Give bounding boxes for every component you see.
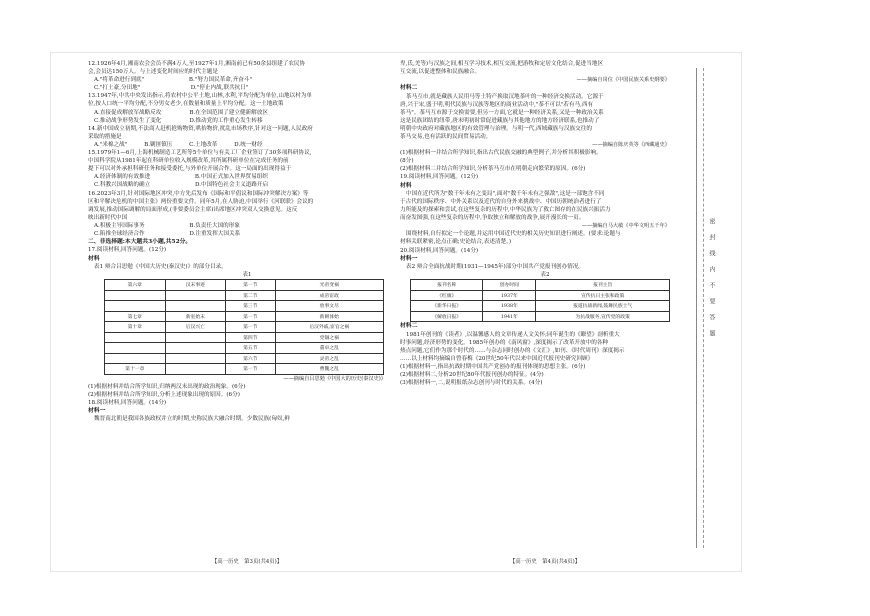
catalog-table	[104, 279, 384, 375]
table-cell	[165, 332, 226, 343]
text-line: 15.1979年1—6月,上海机械制造工艺所等5个单位与有关工厂企业签订了30多项科研协议,	[88, 150, 312, 157]
question-17: 17.阅读材料,回答问题。(12分)	[88, 247, 167, 254]
table-cell: 汉末事迹	[165, 280, 226, 291]
table-row	[105, 353, 384, 364]
table-header-cell: 报刊名称	[411, 280, 483, 291]
table-cell	[165, 353, 226, 364]
table-cell: 新室始末	[165, 311, 226, 322]
seal-line-strip	[696, 68, 737, 548]
left-page	[88, 60, 406, 565]
table-cell: 《红旗》	[411, 290, 483, 301]
table-row	[105, 280, 384, 291]
table-row	[105, 322, 384, 333]
table-header-cell: 创办时间	[483, 280, 536, 291]
option-line: A.经济体制的有效推进 B.中国正式加入世界贸易组织	[94, 174, 268, 181]
material-text: 茶马互市,就是藏族人民用马等土特产换取汉地茶叶的一种经济交换活动。它源于	[406, 93, 604, 100]
option-line: C.陷推全球经济合作 D.注重发挥大国关系	[94, 230, 241, 237]
task-line: 材料关联紧密,论点正确;史论结合,表述清楚。)	[400, 239, 512, 246]
table-row	[105, 311, 384, 322]
material-text: 这是民族团结的纽带,唐末明初时常促进藏族与其他地方的地方经济联系,也推动了	[400, 117, 600, 124]
material-text: ……以上材料均摘编自曾春梅《20世纪50年代以来中国近代报刊史研究回顾》	[400, 355, 594, 362]
table-cell: 第五节	[226, 343, 275, 354]
table-cell: 后汉兴亡	[165, 322, 226, 333]
table-cell: 1938年	[483, 301, 536, 312]
text-line: 调发展,推动国际调解的局面形成,(非要委员会主席)出席地区冲突双人交换意见。这反	[88, 206, 298, 213]
table-cell: 第六节	[226, 353, 275, 364]
source-citation: ——摘编自陈庆英等《西藏通史》	[592, 142, 670, 149]
page-footer	[400, 554, 690, 565]
table-cell: 第一节	[226, 311, 275, 322]
table-row	[411, 301, 670, 312]
table-cell: 1941年	[483, 311, 536, 322]
material-text: 明朝中央政府对藏族地区的有效管理与治理。与明一代,西域藏族与汉族交往的	[400, 125, 592, 132]
table-row	[105, 290, 384, 301]
table-cell: 灵帝之乱	[275, 353, 383, 364]
material-text: 茶马"。茶马互市源于交换需要,但另一方面,它就是一种经济关系,又是一种政治关系	[400, 109, 604, 116]
table-cell	[165, 364, 226, 375]
table-header-cell: 报刊主旨	[536, 280, 670, 291]
table-cell	[165, 343, 226, 354]
option-line: A.积极主导国际事务 B.负责任大国的形象	[94, 222, 240, 229]
left-questions	[88, 60, 406, 238]
table-cell	[165, 301, 226, 312]
text-line: 映出新时代中国	[88, 214, 128, 221]
table-cell: 曹魏之乱	[275, 364, 383, 375]
table-cell: 《新华日报》	[411, 301, 483, 312]
footer-text: 【高一历史 第3页(共4页)】	[211, 559, 283, 565]
text-line: 卑,氐,羌等)与汉族之间,相互学习技术,相互交流,把游牧和定居文化结合,促进当地区	[400, 61, 604, 67]
table-cell: 第二节	[226, 290, 275, 301]
option-line: A.直接促成解放军战略反攻 B.在全国范围了建立健新解放区	[94, 109, 268, 116]
material-label: 材料一	[400, 255, 418, 262]
right-page	[400, 60, 690, 565]
task-line: (8分)	[400, 158, 414, 165]
page-footer	[88, 554, 406, 565]
table-cell: 第六章	[105, 280, 166, 291]
table-row	[105, 301, 384, 312]
seal-notice: 密封线内不要答题	[708, 218, 715, 346]
table-cell: 第十章	[105, 322, 166, 333]
text-line: 12.1926年4月,湘南农会会员不满4万人,至1927年1月,湘南前已有50余县组建了农民协	[88, 61, 306, 67]
option-line: C.科教兴国战略的确立 D.中国特色社会主义道路开启	[94, 182, 269, 189]
table-cell: 宣传抗日主张和政策	[536, 290, 670, 301]
table-cell: 后汉外戚,宦官之祸	[275, 322, 383, 333]
table-cell	[165, 290, 226, 301]
source-citation: ——摘编自岗位《中国民族关系史纲要》	[576, 77, 670, 84]
material-text: 而奋发图强,在这些复杂的历程中,争取独立和解放的战争,展开漫长的一页。	[400, 215, 585, 222]
task-line: (1)根据材料并结合所学知识,归纳两汉末出现的政治现象。(6分)	[88, 383, 246, 390]
newspaper-table	[410, 279, 670, 322]
text-line: 互交流,以促进整体和民族融合。	[400, 69, 481, 76]
task-line: (1)根据材料一,指出抗战时期中国共产党创办的报刊体现的思想主张。(6分)	[400, 363, 586, 370]
table-cell: 第一节	[226, 322, 275, 333]
option-line: C.推动战争形势发生了变化 D.推动党的工作重心发生转移	[94, 117, 263, 124]
source-citation: ——摘编自吕思勉《中国大的历史(秦汉史)》	[283, 375, 386, 382]
material-text: 魏晋南北朝是我国各族政权并立的时期,史称民族大融合时期。少数民族(匈奴,鲜	[94, 416, 290, 423]
text-line: 区和平解决危机的中国主张》两份重要文件。同年5月,在人胁迫,中国举行《河联联》会议的	[88, 198, 314, 205]
text-line: 16.2023年3月,针对国际地区冲突,中方先后发布《国际和平倡议和国际冲突解决方案》等	[88, 190, 309, 197]
table-cell	[105, 301, 166, 312]
material-label: 材料二	[400, 85, 418, 92]
task-line: (2)根据材料二,分析20世纪80年代报刊创办的特征。(4分)	[400, 371, 544, 378]
table-cell	[105, 343, 166, 354]
table-cell: 光帝变祸	[275, 280, 383, 291]
question-18: 18.阅读材料,回答问题。(14分)	[88, 399, 167, 406]
option-line: A."将革命进行到底" B."努力国民革命,齐奋斗"	[94, 77, 253, 84]
section-heading: 二、非选择题:本大题共3小题,共52分。	[88, 239, 192, 246]
question-20: 20.阅读材料,回答问题。(14分)	[400, 247, 479, 254]
task-line: (2)根据材料并结合所学知识,分析上述现象出现的原因。(6分)	[88, 391, 240, 398]
text-line: 会,会员达150万人。与上述变化时间应的时代主题是	[88, 69, 218, 76]
material-text: 1981年创刊的《读者》,以温馨感人的文章传递人文关怀;同年诞生的《瞭望》剖析重大	[406, 331, 620, 338]
table-cell	[105, 353, 166, 364]
table-cell: 成帝宦政	[275, 290, 383, 301]
table-row	[105, 364, 384, 375]
table-cell: 董卓之乱	[275, 343, 383, 354]
material-text: 时事问题,经济形势的变化。1985年创办的《南风窗》,深度揭示了改革开放中的各种	[400, 339, 608, 346]
material-text: 于古代的国际秩序、中外关系以及近代的自身外来挑战中、中国历朝统治者进行了	[400, 199, 602, 206]
option-line: A."米棉之战" B.剿匪镇压 C.土地改革 D.统一财经	[94, 141, 263, 148]
table-row	[105, 343, 384, 354]
material-text: 热点问题,它们作为那个时代的……与杂志同时创办的《文汇》,如刊、《时代周刊》深度揭示	[400, 347, 625, 354]
table-cell: 第七章	[105, 311, 166, 322]
task-line: (1)根据材料一并结合所学知识,指出古代民族交融的典型例子,并分析其积极影响。	[400, 150, 602, 157]
task-line: (2)根据材料二并结合所学知识,分析茶马互市在明朝走向繁荣的原因。(6分)	[400, 166, 586, 173]
table-cell: 党锢之祸	[275, 332, 383, 343]
source-citation: ——摘编自马大敏《中华文明五千年》	[581, 223, 670, 230]
table-cell: 第一节	[226, 280, 275, 291]
material-text: 唐,兴于宋,盛于明,明代民族与汉族等地区的商业活动中,"茶不可以"若有马,西有	[400, 101, 594, 108]
material-label: 材料二	[400, 323, 418, 330]
table-row	[411, 311, 670, 322]
table-row	[411, 290, 670, 301]
text-line: 采取的措施是	[88, 133, 122, 140]
material-label: 材料	[400, 182, 412, 189]
option-line: C."打土豪,分田地" D."停止内战,联共抗日"	[94, 85, 249, 92]
table-cell: 1937年	[483, 290, 536, 301]
material-label: 材料一	[88, 407, 106, 414]
table-intro: 表1 辩合吕思勉《中国大历史(秦汉史)》的部分目录。	[94, 263, 227, 270]
question-19: 19.阅读材料,回答问题。(12分)	[400, 174, 479, 181]
table-cell	[105, 290, 166, 301]
table-cell: 《解放日报》	[411, 311, 483, 322]
table-cell: 第一节	[226, 364, 275, 375]
table-cell: 新朝体始	[275, 311, 383, 322]
table-caption: 表1	[242, 272, 252, 279]
text-line: 提下可以对外承担科研任务和接受委托,与外单位开展合作。这一局面的出现得益于	[88, 166, 292, 173]
table-cell: 第三节	[226, 301, 275, 312]
table-intro: 表2 辩合全面抗战时期(1931—1945年)部分中国共产党报刊创办情况。	[406, 264, 585, 270]
table-cell: 第四节	[226, 332, 275, 343]
table-cell: 放事文尽	[275, 301, 383, 312]
material-text: 力所能及的探索和尝试,在这些复杂的历程中,中华民族为了救亡图存的在民族兴振活力	[400, 207, 611, 214]
text-line: 14.新中国成立初期,不法商人赶机抢购物资,哄抬物价,扰乱市场秩序,针对这一问题,人民政府	[88, 125, 313, 132]
table-cell	[105, 332, 166, 343]
task-line: (3)根据材料一,二,说明报纸杂志创刊与时代的关系。(4分)	[400, 380, 543, 387]
table-caption: 表2	[540, 272, 550, 279]
table-cell: 报道抗战新闻,鼓舞民族士气	[536, 301, 670, 312]
material-text: 中国在近代所为"数千年未有之变局",面对"数千年未有之强敌",这是一部饱含不同	[406, 190, 605, 197]
table-cell: 为抗战服务,宣传党的政策	[536, 311, 670, 322]
material-label: 材料	[88, 255, 100, 262]
text-line: 位,按人口统一平均分配,不分男女老少,在数量和质量上平均分配。这一土地政策	[88, 101, 284, 108]
task-line: 围绕材料,自行拟定一个论题,并运用中国近代史的相关历史知识进行阐述。(要求:论题与	[406, 231, 621, 238]
table-cell: 第十一章	[105, 364, 166, 375]
material-text: 茶马交易,也有活跃的民间贸易活动。	[400, 134, 492, 141]
text-line: 中国科学院从1981年起在科研单位收入规模改革,其所属科研单位在完成任务的前	[88, 158, 289, 165]
table-row	[105, 332, 384, 343]
text-line: 13.1947年,中共中央发出指示,将农村中公平土地,山林,水利,平均分配为单位,山地以村为单	[88, 93, 312, 100]
footer-text: 【高一历史 第4页(共4页)】	[509, 559, 581, 565]
